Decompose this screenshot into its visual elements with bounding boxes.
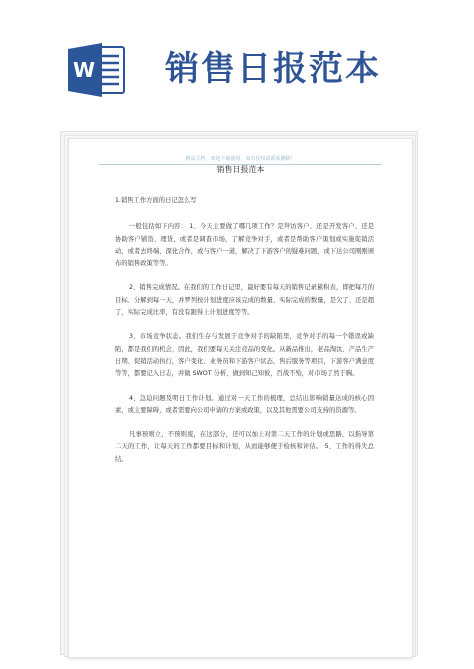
svg-text:W: W (72, 58, 96, 82)
paragraph: 一般包括如下内容： 1、今天主要做了哪几项工作？是拜访客户、还是开发客户、还是协助客户铺货、理货，或者是调查市场，了解竞争对手，或者是帮助客户策划或实施促销活动，或者去终端、深化合作，或与客户一道，解决了下游客户的疑难问题，或下达公司刚刚颁布的销售政策等等。 (115, 223, 374, 268)
paragraph: 2、销售完成情况。在我们的工作日记里，最好要有每天的销售记录累积表，即把每月的目标、分解到每一天，并罗列按计划进度应该完成的数量、实际完成的数量，是欠了、还是超了，实际完成比率，有没有跟得上计划进度等等。 (115, 284, 374, 317)
banner (0, 0, 474, 125)
paragraph: 凡事预则立，不预则废，在这部分，还可以加上对第二天工作的计划或思路，以指导第二天的工作，让每天的工作都要目标和计划，从而能够便于检核和评估。 5、工作的得失总结。 (115, 431, 374, 463)
document-page (68, 138, 413, 658)
section-heading: 1.销售工作方面的日记怎么写 (115, 197, 197, 204)
header-note: 精品文档，欢迎下载使用，如有侵权请联系删除！ (99, 155, 382, 165)
paragraph: 4、急迫问题及明日工作计划。通过对一天工作的梳理，总结出影响销量达成的核心因素，或主要障碍，或者需要向公司申请的方案或政策，以及其他需要公司支持的资源等。 (115, 394, 374, 414)
word-document-icon (66, 41, 126, 99)
banner-title: 销售日报范本 (165, 49, 381, 89)
document-title: 销售日报范本 (216, 165, 265, 174)
document-body (115, 195, 374, 478)
paragraph: 3、市场竞争状态。我们生存与发展于竞争对手的缺陷里，竞争对手的每一个错误或缺陷，都是我们的机会，因此，我们要每天关注竞品的变化。从新品推出，老品淘汰、产品生产日期、促销活动执行，客户变化、业务员和下游客户状态，售后服务等项目，下游客户满意度等等，都要记入日志，并做 SWOT 分析，做到知己知彼，百战不殆，对市场了然于胸。 (115, 333, 374, 378)
